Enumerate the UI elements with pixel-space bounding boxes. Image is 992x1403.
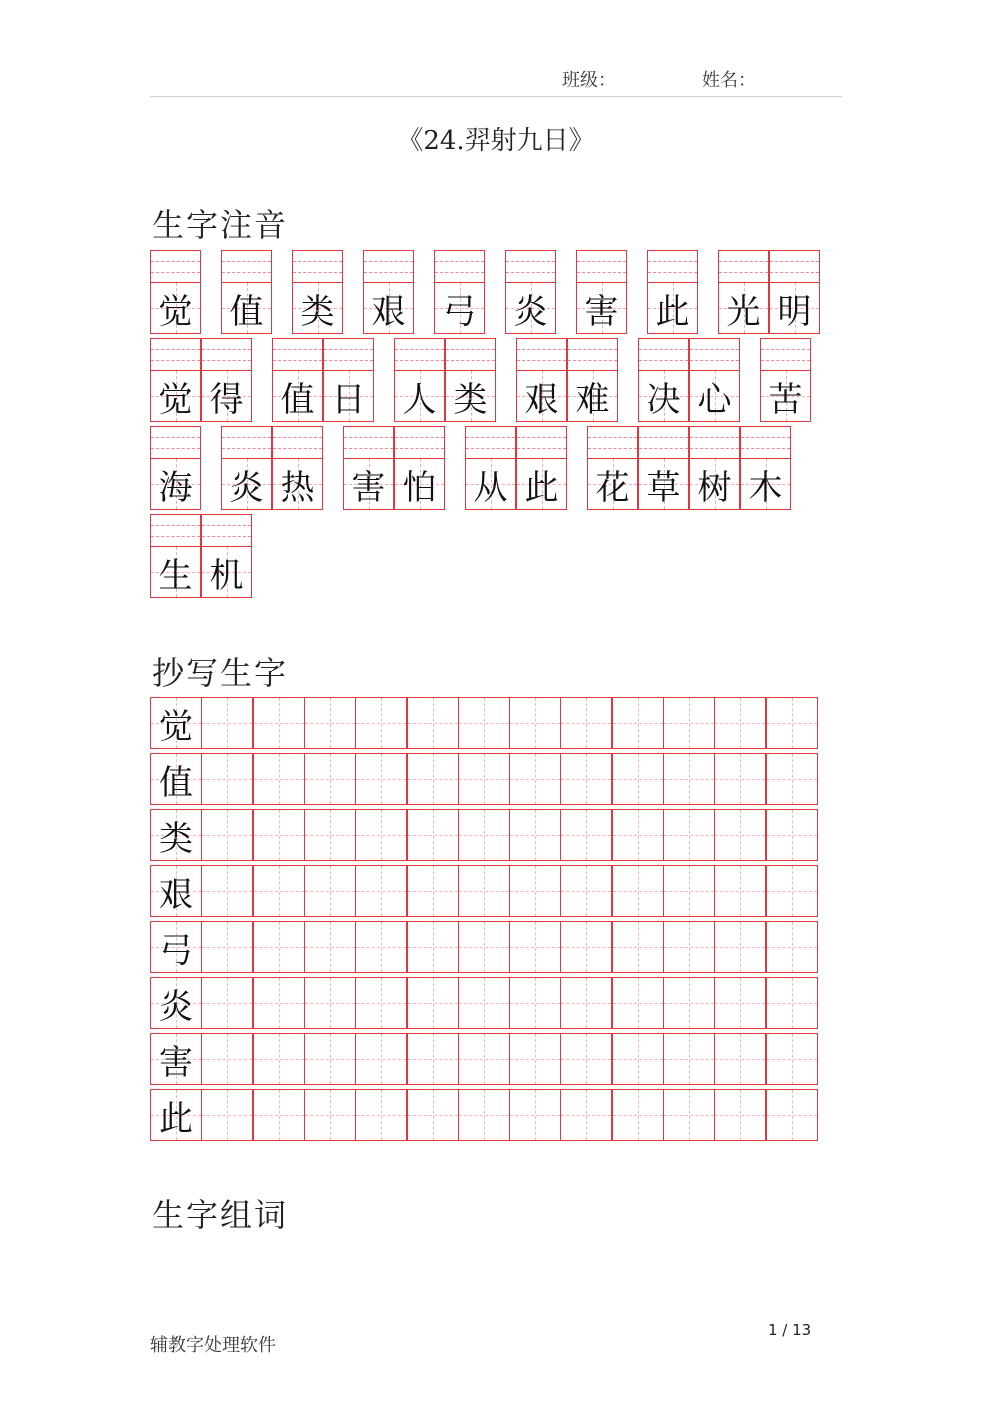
char-cell xyxy=(394,426,445,510)
character-text: 觉 xyxy=(158,291,193,332)
char-cell xyxy=(272,426,323,510)
practice-cell[interactable] xyxy=(253,977,305,1029)
practice-cell[interactable] xyxy=(201,1089,253,1141)
character-text: 木 xyxy=(748,467,783,508)
pinyin-field[interactable] xyxy=(434,250,485,283)
char-cell xyxy=(769,250,820,334)
word-group xyxy=(221,426,324,510)
pinyin-field[interactable] xyxy=(150,514,201,547)
tian-grid-char xyxy=(363,282,414,334)
character-text: 此 xyxy=(524,467,559,508)
copy-row xyxy=(150,977,818,1029)
copy-row xyxy=(150,921,818,973)
practice-cell[interactable] xyxy=(201,809,253,861)
pinyin-field[interactable] xyxy=(343,426,394,459)
practice-cell[interactable] xyxy=(714,1089,766,1141)
char-cell xyxy=(465,426,516,510)
pinyin-field[interactable] xyxy=(689,426,740,459)
character-text: 炎 xyxy=(513,291,548,332)
practice-cell[interactable] xyxy=(663,697,715,749)
char-cell xyxy=(576,250,627,334)
practice-cell[interactable] xyxy=(509,977,561,1029)
character-text: 难 xyxy=(575,379,610,420)
practice-cell[interactable] xyxy=(458,1033,510,1085)
practice-cell[interactable] xyxy=(663,977,715,1029)
model-char-cell xyxy=(150,753,202,805)
tian-grid-char xyxy=(201,370,252,422)
practice-cell[interactable] xyxy=(509,809,561,861)
practice-cell[interactable] xyxy=(560,753,612,805)
practice-cell[interactable] xyxy=(355,697,407,749)
model-char-cell xyxy=(150,977,202,1029)
tian-grid-char xyxy=(292,282,343,334)
pinyin-field[interactable] xyxy=(689,338,740,371)
practice-cell[interactable] xyxy=(612,977,664,1029)
word-group xyxy=(292,250,344,334)
practice-cell[interactable] xyxy=(201,865,253,917)
char-cell xyxy=(221,250,272,334)
practice-cell[interactable] xyxy=(253,809,305,861)
character-text: 花 xyxy=(595,467,630,508)
pinyin-field[interactable] xyxy=(201,514,252,547)
char-cell xyxy=(434,250,485,334)
pinyin-field[interactable] xyxy=(638,426,689,459)
pinyin-field[interactable] xyxy=(760,338,811,371)
pinyin-field[interactable] xyxy=(647,250,698,283)
character-text: 心 xyxy=(697,379,732,420)
tian-grid-char xyxy=(323,370,374,422)
pinyin-field[interactable] xyxy=(292,250,343,283)
character-text: 苦 xyxy=(768,379,803,420)
model-char-cell xyxy=(150,697,202,749)
pinyin-field[interactable] xyxy=(363,250,414,283)
practice-cell[interactable] xyxy=(714,921,766,973)
practice-cell[interactable] xyxy=(304,977,356,1029)
practice-cell[interactable] xyxy=(766,1033,818,1085)
tian-grid-char xyxy=(769,282,820,334)
char-cell xyxy=(394,338,445,422)
tian-grid-char xyxy=(445,370,496,422)
pinyin-field[interactable] xyxy=(445,338,496,371)
practice-cell[interactable] xyxy=(253,697,305,749)
practice-cell[interactable] xyxy=(766,697,818,749)
practice-cell[interactable] xyxy=(663,921,715,973)
tian-grid-char xyxy=(272,370,323,422)
character-text: 值 xyxy=(280,379,315,420)
char-cell xyxy=(689,338,740,422)
practice-cell[interactable] xyxy=(612,753,664,805)
tian-grid-char xyxy=(272,458,323,510)
practice-cell[interactable] xyxy=(201,753,253,805)
practice-cell[interactable] xyxy=(253,1089,305,1141)
practice-cell[interactable] xyxy=(304,865,356,917)
practice-cell[interactable] xyxy=(355,921,407,973)
char-cell xyxy=(150,426,201,510)
practice-cell[interactable] xyxy=(458,865,510,917)
pinyin-field[interactable] xyxy=(769,250,820,283)
character-text: 草 xyxy=(646,467,681,508)
char-cell xyxy=(363,250,414,334)
practice-cell[interactable] xyxy=(714,1033,766,1085)
practice-cell[interactable] xyxy=(612,1033,664,1085)
tian-grid-char xyxy=(567,370,618,422)
char-cell xyxy=(221,426,272,510)
character-text: 生 xyxy=(158,555,193,596)
char-cell xyxy=(516,426,567,510)
char-cell xyxy=(718,250,769,334)
pinyin-field[interactable] xyxy=(323,338,374,371)
character-text: 炎 xyxy=(229,467,264,508)
model-char-cell xyxy=(150,1089,202,1141)
character-text: 害 xyxy=(351,467,386,508)
character-text: 怕 xyxy=(402,467,437,508)
practice-cell[interactable] xyxy=(509,921,561,973)
tian-grid-char xyxy=(638,458,689,510)
copy-row xyxy=(150,1089,818,1141)
model-character: 类 xyxy=(159,818,193,859)
page-number: 1 / 13 xyxy=(768,1321,812,1339)
char-cell xyxy=(292,250,343,334)
word-group xyxy=(272,338,375,422)
class-label: 班级： xyxy=(562,70,616,91)
character-text: 机 xyxy=(209,555,244,596)
practice-cell[interactable] xyxy=(509,1033,561,1085)
pinyin-field[interactable] xyxy=(567,338,618,371)
char-cell xyxy=(343,426,394,510)
tian-grid-char xyxy=(394,458,445,510)
tian-grid-char xyxy=(150,546,201,598)
practice-cell[interactable] xyxy=(509,865,561,917)
practice-cell[interactable] xyxy=(458,977,510,1029)
pinyin-field[interactable] xyxy=(718,250,769,283)
word-group xyxy=(718,250,821,334)
model-character: 此 xyxy=(159,1098,193,1139)
character-text: 类 xyxy=(300,291,335,332)
word-group xyxy=(434,250,486,334)
practice-cell[interactable] xyxy=(560,865,612,917)
pinyin-field[interactable] xyxy=(221,426,272,459)
practice-cell[interactable] xyxy=(612,809,664,861)
practice-cell[interactable] xyxy=(355,1033,407,1085)
word-group xyxy=(150,426,202,510)
practice-cell[interactable] xyxy=(612,865,664,917)
practice-cell[interactable] xyxy=(304,809,356,861)
model-character: 值 xyxy=(159,762,193,803)
tian-grid-char xyxy=(201,546,252,598)
practice-cell[interactable] xyxy=(663,865,715,917)
word-group xyxy=(647,250,699,334)
practice-cell[interactable] xyxy=(304,921,356,973)
char-cell xyxy=(150,250,201,334)
practice-cell[interactable] xyxy=(253,753,305,805)
character-text: 日 xyxy=(331,379,366,420)
practice-cell[interactable] xyxy=(458,1089,510,1141)
character-text: 人 xyxy=(402,379,437,420)
character-text: 类 xyxy=(453,379,488,420)
character-text: 此 xyxy=(655,291,690,332)
section-title-pinyin: 生字注音 xyxy=(152,206,289,244)
tian-grid-char xyxy=(394,370,445,422)
practice-cell[interactable] xyxy=(253,865,305,917)
pinyin-field[interactable] xyxy=(638,338,689,371)
word-group xyxy=(760,338,812,422)
practice-cell[interactable] xyxy=(407,1033,459,1085)
practice-cell[interactable] xyxy=(766,809,818,861)
word-group xyxy=(150,250,202,334)
tian-grid-char xyxy=(516,370,567,422)
word-group xyxy=(150,514,253,598)
tian-grid-char xyxy=(150,282,201,334)
pinyin-field[interactable] xyxy=(201,338,252,371)
word-group xyxy=(221,250,273,334)
tian-grid-char xyxy=(760,370,811,422)
practice-cell[interactable] xyxy=(766,977,818,1029)
practice-cell[interactable] xyxy=(766,921,818,973)
practice-cell[interactable] xyxy=(663,1089,715,1141)
pinyin-field[interactable] xyxy=(740,426,791,459)
practice-cell[interactable] xyxy=(560,1033,612,1085)
pinyin-field[interactable] xyxy=(516,338,567,371)
practice-cell[interactable] xyxy=(407,1089,459,1141)
practice-cell[interactable] xyxy=(766,1089,818,1141)
word-group xyxy=(343,426,446,510)
tian-grid-char xyxy=(587,458,638,510)
practice-cell[interactable] xyxy=(253,921,305,973)
tian-grid-char xyxy=(434,282,485,334)
model-char-cell xyxy=(150,1033,202,1085)
practice-cell[interactable] xyxy=(714,977,766,1029)
practice-cell[interactable] xyxy=(407,809,459,861)
char-cell xyxy=(150,514,201,598)
practice-cell[interactable] xyxy=(355,1089,407,1141)
pinyin-field[interactable] xyxy=(272,338,323,371)
character-text: 艰 xyxy=(524,379,559,420)
char-cell xyxy=(445,338,496,422)
character-text: 树 xyxy=(697,467,732,508)
character-text: 决 xyxy=(646,379,681,420)
char-cell xyxy=(567,338,618,422)
tian-grid-char xyxy=(505,282,556,334)
word-group xyxy=(150,338,253,422)
practice-cell[interactable] xyxy=(201,921,253,973)
copy-row xyxy=(150,753,818,805)
practice-cell[interactable] xyxy=(560,1089,612,1141)
practice-cell[interactable] xyxy=(304,1089,356,1141)
practice-cell[interactable] xyxy=(304,697,356,749)
character-text: 从 xyxy=(473,467,508,508)
char-cell xyxy=(201,338,252,422)
practice-cell[interactable] xyxy=(560,809,612,861)
pinyin-field[interactable] xyxy=(394,338,445,371)
practice-cell[interactable] xyxy=(458,809,510,861)
practice-cell[interactable] xyxy=(663,1033,715,1085)
character-text: 光 xyxy=(726,291,761,332)
word-group xyxy=(465,426,568,510)
char-cell xyxy=(689,426,740,510)
word-group xyxy=(363,250,415,334)
practice-cell[interactable] xyxy=(612,921,664,973)
practice-cell[interactable] xyxy=(714,809,766,861)
character-text: 明 xyxy=(777,291,812,332)
character-text: 得 xyxy=(209,379,244,420)
model-char-cell xyxy=(150,809,202,861)
pinyin-field[interactable] xyxy=(394,426,445,459)
tian-grid-char xyxy=(150,370,201,422)
practice-cell[interactable] xyxy=(714,753,766,805)
pinyin-field[interactable] xyxy=(516,426,567,459)
character-text: 海 xyxy=(158,467,193,508)
word-group xyxy=(505,250,557,334)
practice-cell[interactable] xyxy=(714,697,766,749)
model-character: 炎 xyxy=(159,986,193,1027)
practice-cell[interactable] xyxy=(560,977,612,1029)
copy-row xyxy=(150,697,818,749)
practice-cell[interactable] xyxy=(355,753,407,805)
practice-cell[interactable] xyxy=(458,921,510,973)
model-char-cell xyxy=(150,865,202,917)
copy-row xyxy=(150,865,818,917)
character-text: 值 xyxy=(229,291,264,332)
tian-grid-char xyxy=(718,282,769,334)
practice-cell[interactable] xyxy=(407,753,459,805)
practice-cell[interactable] xyxy=(201,1033,253,1085)
char-cell xyxy=(516,338,567,422)
model-character: 弓 xyxy=(159,930,193,971)
pinyin-field[interactable] xyxy=(505,250,556,283)
char-cell xyxy=(760,338,811,422)
model-character: 艰 xyxy=(159,874,193,915)
practice-cell[interactable] xyxy=(612,1089,664,1141)
practice-cell[interactable] xyxy=(714,865,766,917)
char-cell xyxy=(272,338,323,422)
word-group xyxy=(638,338,741,422)
practice-cell[interactable] xyxy=(766,865,818,917)
tian-grid-char xyxy=(465,458,516,510)
practice-cell[interactable] xyxy=(355,809,407,861)
tian-grid-char xyxy=(689,370,740,422)
practice-cell[interactable] xyxy=(304,753,356,805)
practice-cell[interactable] xyxy=(560,697,612,749)
practice-cell[interactable] xyxy=(407,977,459,1029)
practice-cell[interactable] xyxy=(612,697,664,749)
word-group xyxy=(576,250,628,334)
practice-cell[interactable] xyxy=(509,697,561,749)
practice-cell[interactable] xyxy=(407,921,459,973)
practice-cell[interactable] xyxy=(304,1033,356,1085)
character-text: 害 xyxy=(584,291,619,332)
character-text: 弓 xyxy=(442,291,477,332)
practice-cell[interactable] xyxy=(355,865,407,917)
practice-cell[interactable] xyxy=(458,753,510,805)
tian-grid-char xyxy=(647,282,698,334)
tian-grid-char xyxy=(740,458,791,510)
character-text: 艰 xyxy=(371,291,406,332)
model-character: 害 xyxy=(159,1042,193,1083)
character-text: 热 xyxy=(280,467,315,508)
char-cell xyxy=(740,426,791,510)
copy-row xyxy=(150,809,818,861)
lesson-title: 《24.羿射九日》 xyxy=(397,126,595,156)
pinyin-field[interactable] xyxy=(587,426,638,459)
tian-grid-char xyxy=(576,282,627,334)
copy-row xyxy=(150,1033,818,1085)
practice-cell[interactable] xyxy=(663,753,715,805)
section-title-words: 生字组词 xyxy=(152,1196,289,1234)
header-divider xyxy=(150,96,842,97)
char-cell xyxy=(201,514,252,598)
pinyin-field[interactable] xyxy=(576,250,627,283)
practice-cell[interactable] xyxy=(355,977,407,1029)
char-cell xyxy=(323,338,374,422)
char-cell xyxy=(150,338,201,422)
pinyin-field[interactable] xyxy=(150,426,201,459)
char-cell xyxy=(647,250,698,334)
tian-grid-char xyxy=(221,282,272,334)
practice-cell[interactable] xyxy=(407,865,459,917)
tian-grid-char xyxy=(516,458,567,510)
model-char-cell xyxy=(150,921,202,973)
practice-cell[interactable] xyxy=(509,753,561,805)
tian-grid-char xyxy=(638,370,689,422)
char-cell xyxy=(587,426,638,510)
practice-cell[interactable] xyxy=(253,1033,305,1085)
practice-cell[interactable] xyxy=(766,753,818,805)
pinyin-field[interactable] xyxy=(150,338,201,371)
practice-cell[interactable] xyxy=(201,697,253,749)
name-label: 姓名： xyxy=(702,70,756,91)
pinyin-field[interactable] xyxy=(150,250,201,283)
section-title-copy: 抄写生字 xyxy=(152,654,289,692)
model-character: 觉 xyxy=(159,706,193,747)
practice-cell[interactable] xyxy=(458,697,510,749)
word-group xyxy=(394,338,497,422)
practice-cell[interactable] xyxy=(407,697,459,749)
footer-software-name: 辅教字处理软件 xyxy=(150,1335,276,1356)
char-cell xyxy=(638,338,689,422)
character-text: 觉 xyxy=(158,379,193,420)
tian-grid-char xyxy=(343,458,394,510)
tian-grid-char xyxy=(689,458,740,510)
pinyin-field[interactable] xyxy=(221,250,272,283)
tian-grid-char xyxy=(150,458,201,510)
word-group xyxy=(587,426,792,510)
pinyin-field[interactable] xyxy=(272,426,323,459)
tian-grid-char xyxy=(221,458,272,510)
char-cell xyxy=(505,250,556,334)
practice-cell[interactable] xyxy=(509,1089,561,1141)
word-group xyxy=(516,338,619,422)
practice-cell[interactable] xyxy=(560,921,612,973)
practice-cell[interactable] xyxy=(663,809,715,861)
pinyin-field[interactable] xyxy=(465,426,516,459)
practice-cell[interactable] xyxy=(201,977,253,1029)
char-cell xyxy=(638,426,689,510)
